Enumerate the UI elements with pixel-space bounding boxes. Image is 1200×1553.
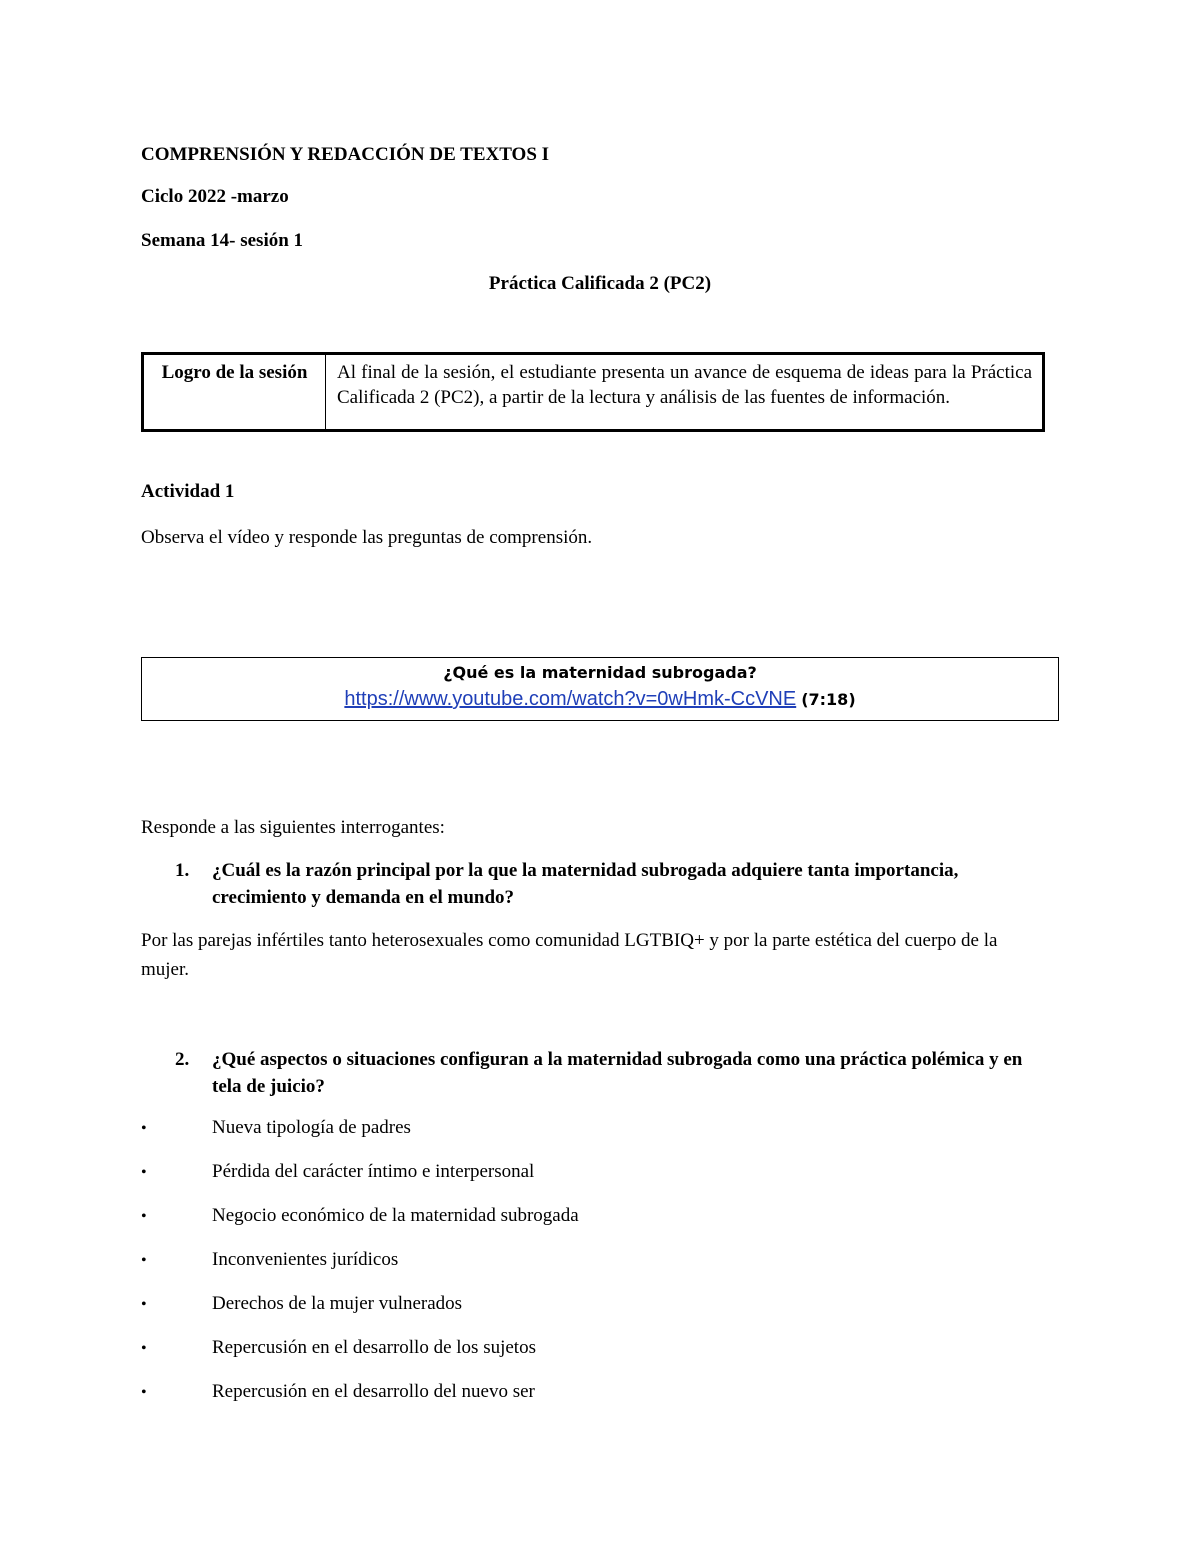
cycle-label: Ciclo 2022 -marzo: [141, 186, 289, 207]
question-1-answer: Por las parejas infértiles tanto heterosexuales como comunidad LGTBIQ+ y por la parte estética del cuerpo de la mujer.: [141, 930, 998, 980]
video-link[interactable]: https://www.youtube.com/watch?v=0wHmk-CcVNE: [344, 688, 797, 710]
list-item: Inconvenientes jurídicos: [212, 1249, 399, 1270]
video-reference-box: [141, 657, 1059, 721]
session-goal-table: [141, 352, 1045, 432]
question-1-number: 1.: [175, 860, 190, 881]
video-link-line: [142, 686, 1058, 713]
list-item: Negocio económico de la maternidad subrogada: [212, 1205, 579, 1226]
video-duration: (7:18): [801, 690, 856, 709]
bullet-marker: •: [141, 1252, 147, 1269]
bullet-marker: •: [141, 1384, 147, 1401]
activity-instruction: Observa el vídeo y responde las preguntas de comprensión.: [141, 527, 593, 548]
question-2-text: ¿Qué aspectos o situaciones configuran a la maternidad subrogada como una práctica polémica y en tela de juicio?: [212, 1049, 1023, 1097]
bullet-marker: •: [141, 1120, 147, 1137]
session-goal-label: Logro de la sesión: [144, 355, 326, 429]
course-title: COMPRENSIÓN Y REDACCIÓN DE TEXTOS I: [141, 144, 550, 165]
questions-intro: Responde a las siguientes interrogantes:: [141, 817, 445, 838]
bullet-marker: •: [141, 1208, 147, 1225]
bullet-marker: •: [141, 1340, 147, 1357]
video-title: ¿Qué es la maternidad subrogada?: [443, 663, 757, 682]
bullet-marker: •: [141, 1296, 147, 1313]
session-goal-text: Al final de la sesión, el estudiante presenta un avance de esquema de ideas para la Práctica Calificada 2 (PC2), a partir de la lectura y análisis de las fuentes de información.: [337, 362, 1032, 408]
list-item: Derechos de la mujer vulnerados: [212, 1293, 463, 1314]
list-item: Nueva tipología de padres: [212, 1117, 411, 1138]
assessment-title: Práctica Calificada 2 (PC2): [488, 273, 712, 294]
list-item: Pérdida del carácter íntimo e interpersonal: [212, 1161, 535, 1182]
list-item: Repercusión en el desarrollo del nuevo ser: [212, 1381, 535, 1402]
bullet-marker: •: [141, 1164, 147, 1181]
list-item: Repercusión en el desarrollo de los sujetos: [212, 1337, 536, 1358]
question-1-text: ¿Cuál es la razón principal por la que la maternidad subrogada adquiere tanta importancia, crecimiento y demanda en el mundo?: [212, 860, 959, 908]
week-session-label: Semana 14- sesión 1: [141, 230, 304, 251]
activity-title: Actividad 1: [141, 481, 235, 502]
question-2-number: 2.: [175, 1049, 190, 1070]
